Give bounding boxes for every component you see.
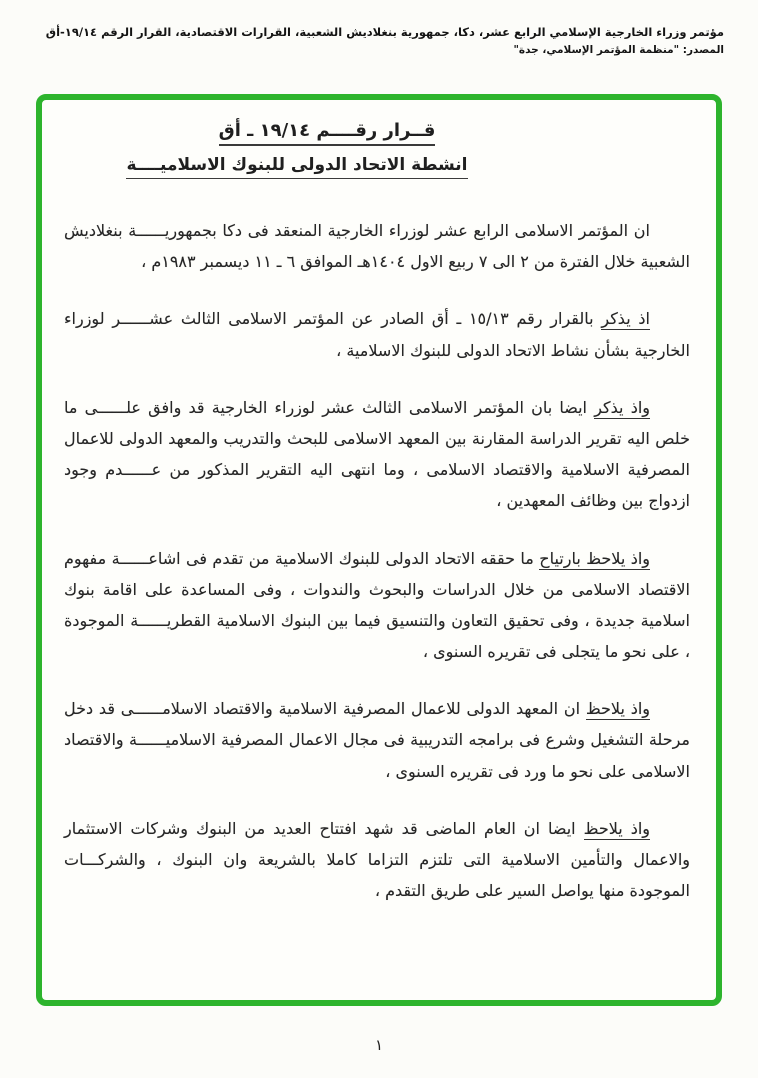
paragraph-text: ان المعهد الدولى للاعمال المصرفية الاسلامية والاقتصاد الاسلامــــــى قد دخل مرحلة التشغيل وشرع فى برامجه التدريبية فى مجال الاعمال المصرفية الاسلاميــــــة والاقتصاد الاسلامى على نحو ما ورد فى تقريره السنوى ، [64,699,690,781]
resolution-subject-text: انشطة الاتحاد الدولى للبنوك الاسلاميــــة [126,155,467,179]
document-frame [36,94,722,1006]
paragraph-text: بالقرار رقم ١٥/١٣ ـ أق الصادر عن المؤتمر الاسلامى الثالث عشــــــر لوزراء الخارجية بشأن نشاط الاتحاد الدولى للبنوك الاسلامية ، [64,309,690,360]
paragraph-lead: واذ يلاحظ بارتياح [539,548,650,568]
paragraph-lead: واذ يذكر [594,397,650,417]
resolution-subject-title [64,155,530,175]
paragraph-lead: واذ يلاحظ [583,818,650,838]
page-number: ١ [374,1036,384,1054]
paragraph-lead: واذ يلاحظ [585,699,651,719]
paragraph-lead: اذ يذكر [601,309,651,329]
resolution-paragraph [64,543,690,668]
paragraph-text: ايضا بان المؤتمر الاسلامى الثالث عشر لوزراء الخارجية قد وافق علــــــى ما خلص اليه تقرير الدراسة المقارنة بين المعهد الاسلامى للبحث والتدريب والمعهد الدولى للاعمال المصرفية الاسلامية والاقتصاد الاسلامى ، وما انتهى اليه التقرير المذكور من عــــــدم وجود ازدواج بين وظائف المعهدين ، [64,397,690,511]
header-source-line: المصدر: "منظمة المؤتمر الإسلامي، جدة" [513,44,724,57]
paragraph-text: ايضا ان العام الماضى قد شهد افتتاح العديد من البنوك وشركات الاستثمار والاعمال والتأمين الاسلامية التى تلتزم التزاما كاملا بالشريعة وان البنوك ، والشركـــات الموجودة منها يواصل السير على طريق التقدم ، [64,818,690,901]
resolution-paragraph [64,392,690,517]
resolution-number-title [64,120,590,141]
resolution-paragraph [64,215,690,277]
document-header [18,24,724,56]
resolution-number-text: قــرار رقــــم ١٩/١٤ ـ أق [219,120,436,146]
header-citation-line: مؤتمر وزراء الخارجية الإسلامي الرابع عشر، دكا، جمهورية بنغلاديش الشعبية، القرارات الاقتصادية، القرار الرقم ١٩/١٤-أق [45,25,724,39]
paragraph-text: ما حققه الاتحاد الدولى للبنوك الاسلامية من تقدم فى اشاعــــــة مفهوم الاقتصاد الاسلامى من خلال الدراسات والبحوث والندوات ، وفى المساعدة على اقامة بنوك اسلامية جديدة ، وفى تحقيق التعاون والتنسيق فيما بين البنوك الاسلامية القطريــــــة الموجودة ، على نحو ما يتجلى فى تقريره السنوى ، [64,548,690,662]
resolution-paragraph [64,813,690,907]
resolution-paragraph [64,303,690,365]
paragraph-text: ان المؤتمر الاسلامى الرابع عشر لوزراء الخارجية المنعقد فى دكا بجمهوريــــــة بنغلاديش الشعبية خلال الفترة من ٢ الى ٧ ربيع الاول ١٤٠٤هـ الموافق ٦ ـ ١١ ديسمبر ١٩٨٣م ، [64,221,690,272]
resolution-paragraph [64,693,690,787]
resolution-body [64,215,690,906]
